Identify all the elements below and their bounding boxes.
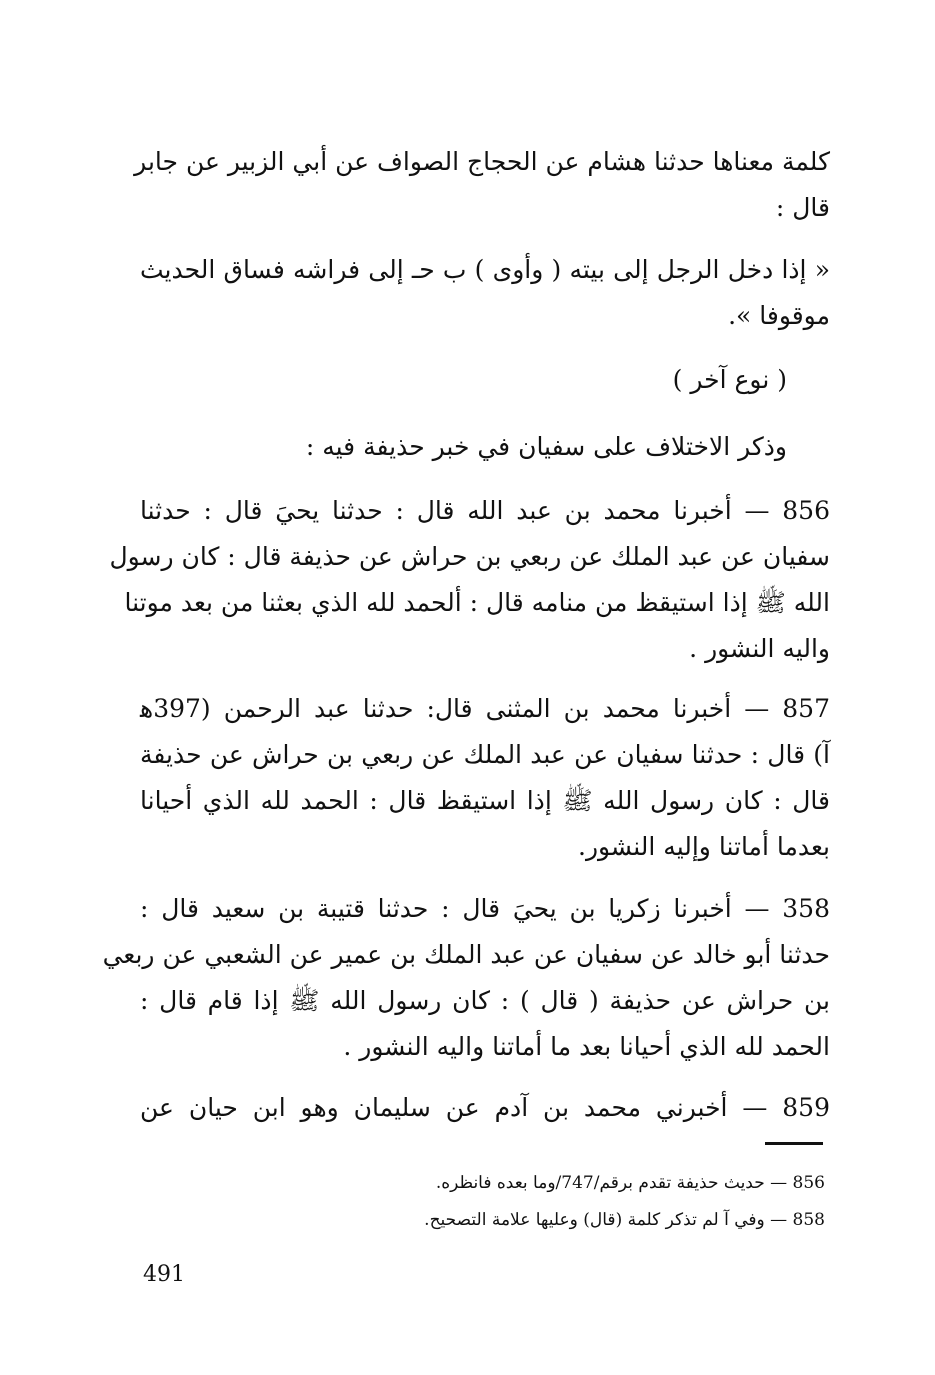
paragraph-quote bbox=[140, 247, 830, 339]
text-line: قال : bbox=[775, 193, 830, 222]
text-line: موقوفا ». bbox=[728, 301, 830, 330]
text-line: 856 — أخبرنا محمد بن عبد الله قال : حدثنا يحيَ قال : حدثنا bbox=[140, 496, 830, 525]
hadith-857 bbox=[140, 686, 830, 870]
text-line: آ) قال : حدثنا سفيان عن عبد الملك عن ربعي بن حراش عن حذيفة bbox=[140, 740, 830, 769]
text-line: الحمد لله الذي أحيانا بعد ما أماتنا واليه النشور . bbox=[343, 1032, 830, 1061]
text-line: سفيان عن عبد الملك عن ربعي بن حراش عن حذيفة قال : كان رسول bbox=[109, 542, 830, 571]
text-line: 857 — أخبرنا محمد بن المثنى قال: حدثنا عبد الرحمن (397ﻫ bbox=[140, 694, 830, 723]
footnote-858: 858 — وفي آ لم تذكر كلمة (قال) وعليها علامة التصحيح. bbox=[424, 1210, 825, 1230]
text-line: الله ﷺ إذا استيقظ من منامه قال : ألحمد لله الذي بعثنا من بعد موتنا bbox=[124, 588, 830, 617]
paragraph-jabir bbox=[134, 139, 830, 231]
text-line: قال : كان رسول الله ﷺ إذا استيقظ قال : الحمد لله الذي أحيانا bbox=[140, 786, 830, 815]
footnote-856: 856 — حديث حذيفة تقدم برقم/747/وما بعده فانظره. bbox=[435, 1173, 825, 1193]
text-line: بعدما أماتنا وإليه النشور. bbox=[578, 832, 830, 861]
page-number: 491 bbox=[143, 1262, 185, 1287]
footnotes bbox=[300, 1165, 825, 1239]
text-line: كلمة معناها حدثنا هشام عن الحجاج الصواف عن أبي الزبير عن جابر bbox=[134, 147, 830, 176]
section-intro: وذكر الاختلاف على سفيان في خبر حذيفة فيه : bbox=[305, 432, 787, 461]
text-line: 859 — أخبرني محمد بن آدم عن سليمان وهو ابن حيان عن bbox=[140, 1093, 830, 1122]
text-line: 358 — أخبرنا زكريا بن يحيَ قال : حدثنا قتيبة بن سعيد قال : bbox=[140, 894, 830, 923]
hadith-856 bbox=[109, 488, 830, 672]
section-heading: ( نوع آخر ) bbox=[672, 365, 787, 394]
footnote-divider bbox=[765, 1142, 823, 1145]
hadith-859 bbox=[140, 1085, 830, 1131]
text-line: حدثنا أبو خالد عن سفيان عن عبد الملك بن عمير عن الشعبي عن ربعي bbox=[102, 940, 830, 969]
hadith-858 bbox=[102, 886, 830, 1070]
text-line: واليه النشور . bbox=[689, 634, 830, 663]
text-line: بن حراش عن حذيفة ( قال ) : كان رسول الله ﷺ إذا قام قال : bbox=[140, 986, 830, 1015]
text-line: « إذا دخل الرجل إلى بيته ( وأوى ) ب حـ إلى فراشه فساق الحديث bbox=[140, 255, 830, 284]
